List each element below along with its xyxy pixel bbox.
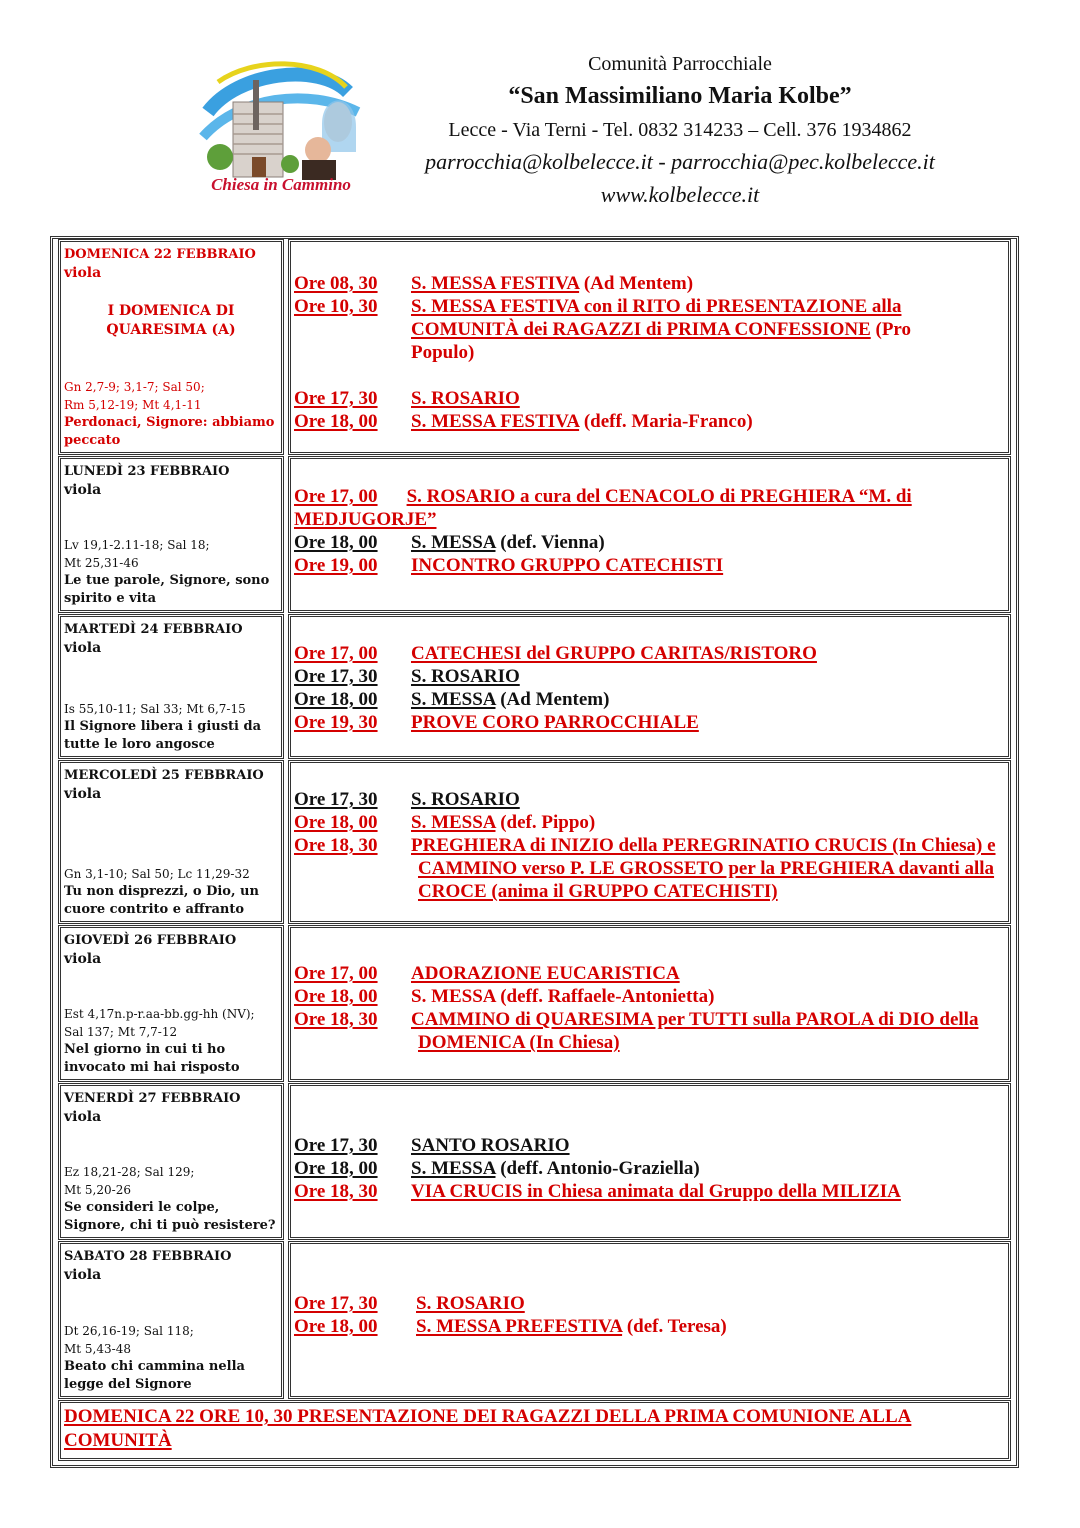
logo-image — [198, 52, 364, 194]
address-contacts: Lecce - Via Terni - Tel. 0832 314233 – Cell. 376 1934862 — [448, 119, 912, 141]
event-item — [294, 1315, 1008, 1338]
event-title: S. MESSA FESTIVA — [411, 411, 580, 432]
reading-ref: Gn 2,7-9; 3,1-7; Sal 50; — [64, 380, 205, 394]
event-time: Ore 18, 00 — [294, 812, 378, 833]
event-title: S. MESSA — [411, 1158, 496, 1179]
day-title: DOMENICA 22 FEBBRAIO — [64, 247, 256, 262]
event-title: INCONTRO GRUPPO CATECHISTI — [411, 555, 724, 576]
event-note: (Ad Mentem) — [495, 689, 610, 710]
event-note: (def. Teresa) — [622, 1316, 727, 1337]
day-row-lunedi — [58, 456, 1011, 613]
event-title: S. MESSA FESTIVA — [411, 273, 580, 294]
event-title: PREGHIERA di INIZIO della PEREGRINATIO CRUCIS (In Chiesa) e CAMMINO verso P. LE GROSSETO per la PREGHIERA davanti alla CROCE (anima il GRUPPO CATECHISTI) — [411, 835, 996, 902]
reading-ref: Mt 5,20-26 — [64, 1183, 131, 1197]
day-info-cell — [58, 925, 284, 1082]
event-item — [294, 985, 1008, 1008]
email-contacts[interactable]: parrocchia@kolbelecce.it - parrocchia@pec.kolbelecce.it — [425, 149, 935, 174]
event-note: (def. Vienna) — [495, 532, 605, 553]
event-note: (deff. Antonio-Graziella) — [495, 1158, 700, 1179]
psalm-response: Beato chi cammina nella legge del Signore — [64, 1359, 245, 1392]
day-row-martedi — [58, 614, 1011, 759]
event-item — [294, 834, 1008, 903]
event-time: Ore 18, 00 — [294, 1316, 378, 1337]
day-title: SABATO 28 FEBBRAIO — [64, 1249, 232, 1264]
event-title: S. MESSA (deff. Raffaele-Antonietta) — [411, 986, 715, 1007]
liturgical-color: viola — [64, 482, 102, 498]
psalm-response: Il Signore libera i giusti da tutte le loro angosce — [64, 719, 262, 752]
event-time: Ore 18, 00 — [294, 1158, 378, 1179]
svg-text:Chiesa in Cammino: Chiesa in Cammino — [211, 175, 351, 194]
footer-note: DOMENICA 22 ORE 10, 30 PRESENTAZIONE DEI RAGAZZI DELLA PRIMA COMUNIONE ALLA COMUNITÀ — [64, 1406, 912, 1451]
events-cell — [288, 925, 1011, 1082]
event-item — [294, 1008, 1008, 1054]
reading-ref: Is 55,10-11; Sal 33; Mt 6,7-15 — [64, 702, 246, 716]
event-item — [294, 1292, 1008, 1315]
event-note: (Pro Populo) — [411, 319, 912, 363]
psalm-response: Le tue parole, Signore, sono spirito e vita — [64, 573, 270, 606]
readings — [64, 536, 278, 608]
day-title: VENERDÌ 27 FEBBRAIO — [64, 1091, 241, 1106]
event-time: Ore 18, 00 — [294, 986, 378, 1007]
day-info-cell — [58, 456, 284, 613]
event-time: Ore 17, 30 — [294, 666, 378, 687]
psalm-response: Perdonaci, Signore: abbiamo peccato — [64, 415, 275, 448]
reading-ref: Sal 137; Mt 7,7-12 — [64, 1025, 178, 1039]
event-note: (deff. Maria-Franco) — [579, 411, 753, 432]
liturgical-color: viola — [64, 640, 102, 656]
liturgical-color: viola — [64, 786, 102, 802]
event-item — [294, 531, 1008, 554]
event-time: Ore 18, 00 — [294, 532, 378, 553]
day-info-cell — [58, 614, 284, 759]
event-time: Ore 17, 00 — [294, 643, 378, 664]
event-title: ADORAZIONE EUCARISTICA — [411, 963, 680, 984]
day-row-venerdi — [58, 1083, 1011, 1240]
event-item — [294, 711, 1008, 734]
event-item — [294, 295, 1008, 364]
footer-row — [58, 1400, 1011, 1461]
day-title: MARTEDÌ 24 FEBBRAIO — [64, 622, 243, 637]
day-row-giovedi — [58, 925, 1011, 1082]
event-time: Ore 17, 00 — [294, 486, 378, 507]
events-cell — [288, 760, 1011, 924]
liturgical-season: I DOMENICA DI QUARESIMA (A) — [106, 303, 236, 338]
event-title: S. MESSA — [411, 532, 496, 553]
readings — [64, 865, 278, 919]
event-item — [294, 688, 1008, 711]
psalm-response: Se consideri le colpe, Signore, chi ti può resistere? — [64, 1200, 276, 1233]
liturgical-color: viola — [64, 265, 102, 281]
readings — [64, 1163, 278, 1235]
event-note: (Ad Mentem) — [579, 273, 694, 294]
event-item — [294, 788, 1008, 811]
reading-ref: Ez 18,21-28; Sal 129; — [64, 1165, 195, 1179]
event-time: Ore 17, 30 — [294, 1293, 378, 1314]
event-title: S. ROSARIO — [411, 789, 520, 810]
reading-ref: Mt 25,31-46 — [64, 556, 139, 570]
event-item — [294, 811, 1008, 834]
event-title: S. MESSA — [411, 689, 496, 710]
event-title: S. ROSARIO — [411, 666, 520, 687]
liturgical-color: viola — [64, 1267, 102, 1283]
day-row-mercoledi — [58, 760, 1011, 924]
event-note: (def. Pippo) — [495, 812, 596, 833]
reading-ref: Lv 19,1-2.11-18; Sal 18; — [64, 538, 210, 552]
event-item — [294, 410, 1008, 433]
readings — [64, 1005, 278, 1077]
psalm-response: Nel giorno in cui ti ho invocato mi hai risposto — [64, 1042, 240, 1075]
event-title: S. ROSARIO — [416, 1293, 525, 1314]
event-item — [294, 962, 1008, 985]
event-item — [294, 485, 1008, 531]
events-cell — [288, 1241, 1011, 1399]
reading-ref: Mt 5,43-48 — [64, 1342, 131, 1356]
event-time: Ore 19, 30 — [294, 712, 378, 733]
day-info-cell — [58, 760, 284, 924]
event-time: Ore 18, 30 — [294, 1009, 378, 1030]
event-item — [294, 1157, 1008, 1180]
event-item — [294, 387, 1008, 410]
parish-name: “San Massimiliano Maria Kolbe” — [508, 83, 852, 109]
event-time: Ore 08, 30 — [294, 273, 378, 294]
event-time: Ore 17, 30 — [294, 789, 378, 810]
event-item — [294, 642, 1008, 665]
event-time: Ore 18, 30 — [294, 1181, 378, 1202]
event-title: S. MESSA FESTIVA con il RITO di PRESENTAZIONE alla COMUNITÀ dei RAGAZZI di PRIMA CONFESSIONE — [411, 296, 902, 340]
event-title: CAMMINO di QUARESIMA per TUTTI sulla PAROLA di DIO della DOMENICA (In Chiesa) — [411, 1009, 979, 1053]
reading-ref: Rm 5,12-19; Mt 4,1-11 — [64, 398, 202, 412]
event-time: Ore 17, 00 — [294, 963, 378, 984]
event-title: VIA CRUCIS in Chiesa animata dal Gruppo della MILIZIA — [411, 1181, 901, 1202]
event-time: Ore 18, 00 — [294, 411, 378, 432]
event-time: Ore 18, 00 — [294, 689, 378, 710]
parish-header — [370, 52, 990, 210]
event-title: S. MESSA PREFESTIVA — [416, 1316, 623, 1337]
event-item — [294, 665, 1008, 688]
event-title: CATECHESI del GRUPPO CARITAS/RISTORO — [411, 643, 817, 664]
event-title: SANTO ROSARIO — [411, 1135, 570, 1156]
event-title: PROVE CORO PARROCCHIALE — [411, 712, 699, 733]
day-info-cell — [58, 239, 284, 455]
reading-ref: Est 4,17n.p-r.aa-bb.gg-hh (NV); — [64, 1007, 255, 1021]
day-row-domenica — [58, 239, 1011, 455]
readings — [64, 1322, 278, 1394]
events-cell — [288, 614, 1011, 759]
events-cell — [288, 239, 1011, 455]
event-title: S. MESSA — [411, 812, 496, 833]
liturgical-color: viola — [64, 951, 102, 967]
reading-ref: Gn 3,1-10; Sal 50; Lc 11,29-32 — [64, 867, 250, 881]
day-title: LUNEDÌ 23 FEBBRAIO — [64, 464, 230, 479]
event-time: Ore 10, 30 — [294, 296, 378, 317]
day-title: GIOVEDÌ 26 FEBBRAIO — [64, 933, 237, 948]
day-info-cell — [58, 1083, 284, 1240]
events-cell — [288, 1083, 1011, 1240]
parish-logo — [198, 52, 364, 194]
event-time: Ore 17, 30 — [294, 388, 378, 409]
event-item — [294, 1180, 1008, 1203]
footer-note-cell — [58, 1400, 1011, 1461]
day-row-sabato — [58, 1241, 1011, 1399]
event-title: S. ROSARIO — [411, 388, 520, 409]
event-title: S. ROSARIO a cura del CENACOLO di PREGHIERA “M. di MEDJUGORJE” — [294, 486, 912, 530]
readings — [64, 700, 278, 754]
event-item — [294, 554, 1008, 577]
schedule-table — [50, 236, 1019, 1468]
reading-ref: Dt 26,16-19; Sal 118; — [64, 1324, 194, 1338]
event-time: Ore 17, 30 — [294, 1135, 378, 1156]
community-label: Comunità Parrocchiale — [588, 53, 772, 75]
day-title: MERCOLEDÌ 25 FEBBRAIO — [64, 768, 264, 783]
psalm-response: Tu non disprezzi, o Dio, un cuore contrito e affranto — [64, 884, 259, 917]
website-link[interactable]: www.kolbelecce.it — [600, 182, 760, 207]
liturgical-color: viola — [64, 1109, 102, 1125]
event-time: Ore 18, 30 — [294, 835, 378, 856]
day-info-cell — [58, 1241, 284, 1399]
event-time: Ore 19, 00 — [294, 555, 378, 576]
events-cell — [288, 456, 1011, 613]
event-item — [294, 272, 1008, 295]
readings — [64, 378, 278, 450]
event-item — [294, 1134, 1008, 1157]
